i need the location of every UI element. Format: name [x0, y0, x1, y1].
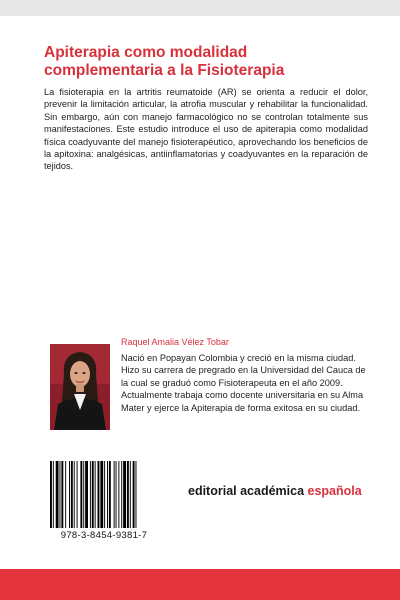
barcode-bar — [100, 461, 103, 528]
barcode-bar — [85, 461, 88, 528]
barcode-bar — [121, 461, 122, 528]
publisher-name-accent: española — [307, 484, 362, 498]
barcode-bar — [65, 461, 66, 528]
author-name: Raquel Amalia Vélez Tobar — [121, 337, 229, 347]
barcode-bar — [114, 461, 115, 528]
book-title-line-2: complementaria a la Fisioterapia — [44, 62, 285, 79]
barcode-bar — [123, 461, 126, 528]
barcode-bar — [133, 461, 135, 528]
author-photo — [50, 344, 110, 430]
isbn-number: 978-3-8454-9381-7 — [60, 530, 148, 541]
barcode-bar — [127, 461, 129, 528]
barcode-bar — [95, 461, 96, 528]
barcode-bar — [98, 461, 100, 528]
top-strip — [0, 0, 400, 16]
barcode-bar — [118, 461, 119, 528]
author-bio: Nació en Popayan Colombia y creció en la misma ciudad. Hizo su carrera de pregrado en la Universidad del Cauca de la cual se graduó como Fisioterapeuta en el año 2009. Actualmente trabaja como docente universitaria en su Alma Mater y ejerce la Apiterapia de forma exitosa en su ciudad. — [121, 353, 366, 413]
barcode-bar — [92, 461, 94, 528]
barcode-bar — [116, 461, 117, 528]
publisher-name-main: editorial académica — [188, 484, 305, 498]
barcode-bar — [61, 461, 63, 528]
book-title — [44, 44, 374, 80]
barcode-bar — [104, 461, 105, 528]
barcode-bar — [71, 461, 73, 528]
barcode-bar — [77, 461, 78, 528]
isbn-barcode — [48, 461, 160, 528]
book-title-line-1: Apiterapia como modalidad — [44, 44, 248, 61]
barcode-bar — [109, 461, 111, 528]
barcode-bar — [60, 461, 61, 528]
publisher-name — [188, 484, 362, 498]
barcode-bar — [107, 461, 108, 528]
barcode-bar — [56, 461, 59, 528]
barcode-bar — [90, 461, 91, 528]
barcode-bar — [136, 461, 137, 528]
barcode-bar — [80, 461, 82, 528]
book-summary: La fisioterapia en la artritis reumatoide (AR) se orienta a reducir el dolor, prevenir la limitación articular, la atrofia muscular y rehabilitar la funcionalidad. Sin embargo, aún con manejo farmacológico no se controlan totalmente sus manifestaciones. Este estudio introduce el uso de apiterapia como modalidad física coadyuvante del manejo fisioterapéutico, aprovechando los beneficios de la apitoxina: analgésicas, antiinflamatorias y coadyuvantes en la reparación de tejidos. — [44, 87, 368, 172]
barcode-bar — [83, 461, 84, 528]
bottom-color-band — [0, 569, 400, 600]
barcode-bar — [69, 461, 70, 528]
barcode-bar — [130, 461, 131, 528]
barcode-bar — [50, 461, 52, 528]
barcode-bar — [74, 461, 75, 528]
barcode-bar — [53, 461, 54, 528]
